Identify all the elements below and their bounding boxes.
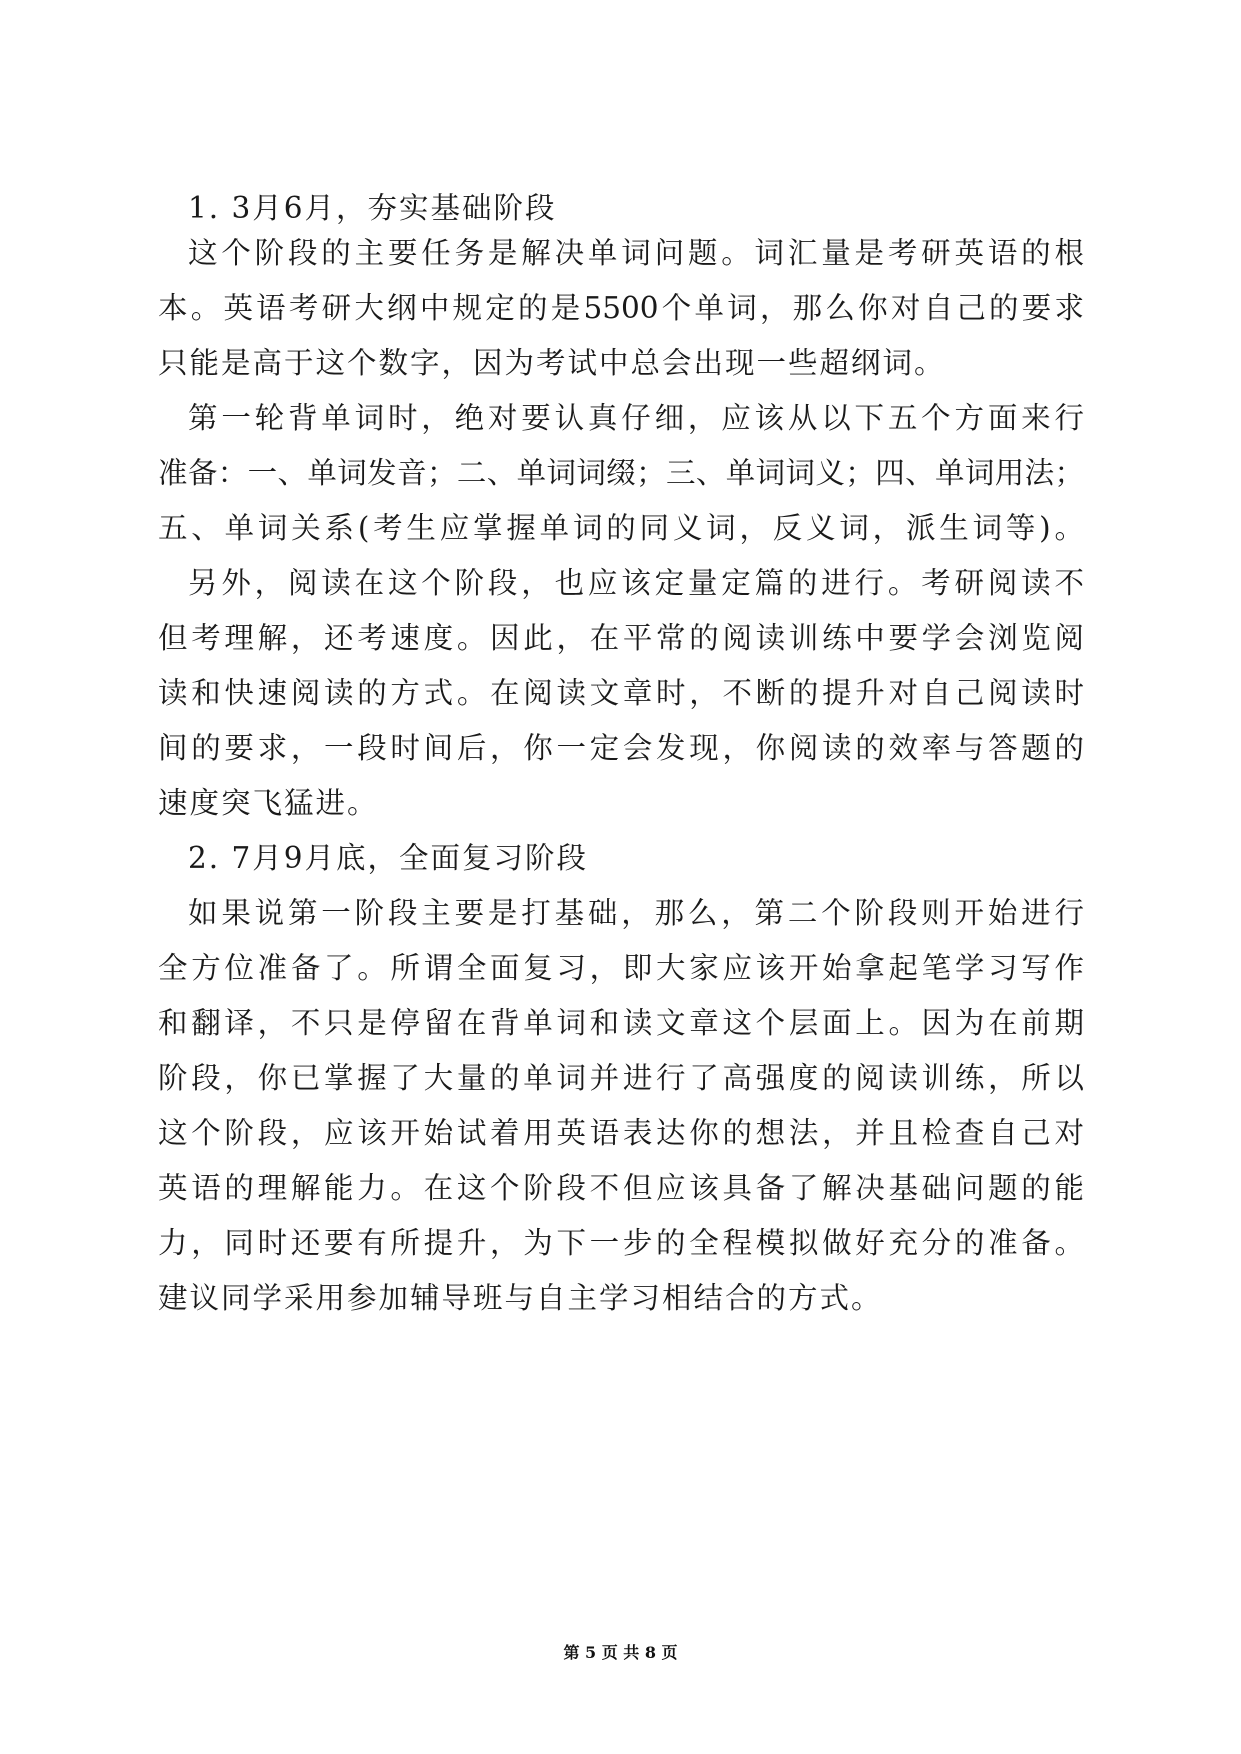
paragraph-line: 和翻译，不只是停留在背单词和读文章这个层面上。因为在前期 bbox=[158, 1006, 1084, 1040]
paragraph-line: 这个阶段，应该开始试着用英语表达你的想法，并且检查自己对 bbox=[158, 1116, 1084, 1150]
paragraph-line: 本。英语考研大纲中规定的是5500个单词，那么你对自己的要求 bbox=[158, 291, 1084, 325]
section-heading-1: 1. 3月6月，夯实基础阶段 bbox=[188, 191, 557, 225]
paragraph-line: 这个阶段的主要任务是解决单词问题。词汇量是考研英语的根 bbox=[188, 236, 1084, 270]
paragraph-line: 准备：一、单词发音；二、单词词缀；三、单词词义；四、单词用法； bbox=[158, 456, 1084, 490]
page-number-footer: 第 5 页 共 8 页 bbox=[563, 1643, 678, 1662]
section-heading-2: 2. 7月9月底，全面复习阶段 bbox=[188, 841, 589, 875]
paragraph-line: 建议同学采用参加辅导班与自主学习相结合的方式。 bbox=[158, 1281, 883, 1315]
paragraph-line: 五、单词关系(考生应掌握单词的同义词，反义词，派生词等)。 bbox=[158, 511, 1084, 545]
paragraph-line: 但考理解，还考速度。因此，在平常的阅读训练中要学会浏览阅 bbox=[158, 621, 1084, 655]
paragraph-line: 速度突飞猛进。 bbox=[158, 786, 379, 820]
paragraph-line: 第一轮背单词时，绝对要认真仔细，应该从以下五个方面来行 bbox=[188, 401, 1084, 435]
paragraph-line: 如果说第一阶段主要是打基础，那么，第二个阶段则开始进行 bbox=[188, 896, 1084, 930]
paragraph-line: 读和快速阅读的方式。在阅读文章时，不断的提升对自己阅读时 bbox=[158, 676, 1084, 710]
paragraph-line: 间的要求，一段时间后，你一定会发现，你阅读的效率与答题的 bbox=[158, 731, 1084, 765]
paragraph-line: 只能是高于这个数字，因为考试中总会出现一些超纲词。 bbox=[158, 346, 946, 380]
paragraph-line: 力，同时还要有所提升，为下一步的全程模拟做好充分的准备。 bbox=[158, 1226, 1084, 1260]
paragraph-line: 全方位准备了。所谓全面复习，即大家应该开始拿起笔学习写作 bbox=[158, 951, 1084, 985]
paragraph-line: 英语的理解能力。在这个阶段不但应该具备了解决基础问题的能 bbox=[158, 1171, 1084, 1205]
paragraph-line: 另外，阅读在这个阶段，也应该定量定篇的进行。考研阅读不 bbox=[188, 566, 1084, 600]
paragraph-line: 阶段，你已掌握了大量的单词并进行了高强度的阅读训练，所以 bbox=[158, 1061, 1084, 1095]
